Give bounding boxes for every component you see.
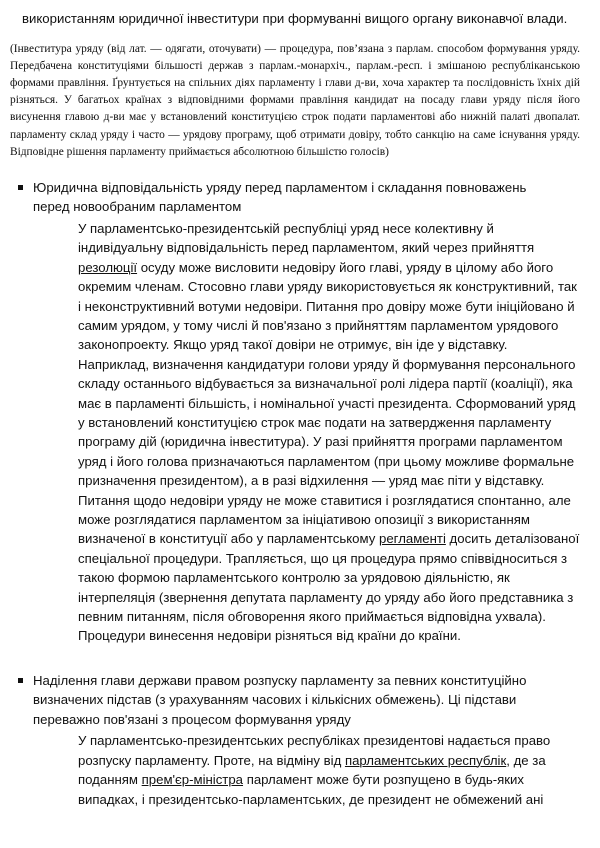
body-text: У парламентсько-президентській республіці уряд несе колективну й індивідуальну відповідальність перед парламентом, який через прийняття — [78, 220, 535, 256]
body-text: парламент може бути розпущено в будь-яких випадках, і президентсько-парламентських, де президент не обмежений ані — [78, 772, 544, 807]
definition-paragraph: (Інвеститура уряду (від лат. — одягати, оточувати) — процедура, пов’язана з парлам. способом формування уряду. Передбачена конституціями більшості держав з парлам.-монархіч., парлам.-респ. і змішаною республіканською формами правління. Ґрунтується на спільних діях парламенту і глави д-ви, хоча характер та послідовність їхніх дій різняться. У багатьох країнах з відповідними формами правління кандидат на посаду глави уряду після його висунення главою д-ви має у встановлений конституцією строк подати парламентові або нижній палаті двопалат. парламенту склад уряду і часто — урядову програму, щоб отримати довіру, тобто санкцію на саме існування уряду. Відповідне рішення парламенту приймається абсолютною більшістю голосів) — [10, 42, 580, 158]
inline-link[interactable]: регламенті — [379, 531, 446, 547]
body-text: Питання щодо недовіри уряду не може ставитися і розглядатися спонтанно, але може розглядатися парламентом за ініціативою опозиції з використанням визначеної в конституції або у парламентському — [78, 492, 571, 547]
bullet-body-0 — [0, 217, 600, 646]
body-text: У парламентсько-президентських республіках президентові надається право розпуску парламенту. Проте, на відміну від — [78, 733, 551, 768]
body-paragraph — [78, 626, 582, 645]
body-text: осуду може висловити недовіру його главі, уряду в цілому або його окремим членам. Стосовно глави уряду використовується як конструктивний, так і неконструктивний вотуми недовіри. Питання про довіру може бути ініційовано й самим урядом, у тому числі й пов'язано з прийняттям парламентом урядового законопроекту. Якщо уряд такої довіри не отримує, він іде у відставку. — [78, 259, 577, 353]
body-paragraph — [78, 219, 582, 355]
bullet-heading-text: Юридична відповідальність уряду перед парламентом і складання повноважень перед новообраним парламентом — [33, 179, 527, 215]
bullet-list — [0, 161, 600, 809]
inline-link[interactable]: резолюції — [78, 259, 138, 275]
body-text: Наприклад, визначення кандидатури голови уряду й формування персонального складу останнього відбувається за визначальної ролі лідера партії (коаліції), яка має в парламенті більшість, і номінальної участі президента. Сформований уряд у встановлений конституцією строк має подати на затвердження парламенту програму дій (юридична інвеститура). У разі прийняття програми парламентом уряд і його голова призначаються парламентом (при цьому можливе формальне призначення президентом), а в разі відхилення — уряд має піти у відставку. — [78, 356, 576, 489]
body-paragraph — [78, 731, 582, 809]
square-bullet-icon — [18, 185, 23, 190]
body-paragraph — [78, 355, 582, 491]
bullet-heading-row — [0, 178, 600, 217]
list-item — [0, 646, 600, 809]
bullet-heading-row — [0, 671, 600, 730]
body-paragraph — [78, 491, 582, 627]
inline-link[interactable]: парламентських республік — [344, 752, 507, 768]
list-item — [0, 161, 600, 646]
bullet-body-1 — [0, 729, 600, 809]
body-text: Процедури винесення недовіри різняться від країни до країни. — [78, 628, 461, 644]
intro-paragraph: використанням юридичної інвеститури при формуванні вищого органу виконавчої влади. — [22, 11, 568, 26]
body-text: , де за поданням — [78, 752, 546, 788]
body-text: досить деталізованої спеціальної процедури. Трапляється, що ця процедура прямо співвідноситься з такою формою парламентського контролю за урядовою діяльністю, як інтерпеляція (звернення депутата парламенту до уряду або його представника з певним питанням, після обговорення якого приймається відповідна ухвала). — [78, 531, 580, 625]
square-bullet-icon — [18, 678, 23, 683]
bullet-heading-text: Наділення глави держави правом розпуску парламенту за певних конституційно визначених підстав (з урахуванням часових і кількісних обмежень). Ці підстави переважно пов'язані з процесом формування уряду — [33, 672, 527, 727]
inline-link[interactable]: прем'єр-міністра — [141, 772, 244, 788]
